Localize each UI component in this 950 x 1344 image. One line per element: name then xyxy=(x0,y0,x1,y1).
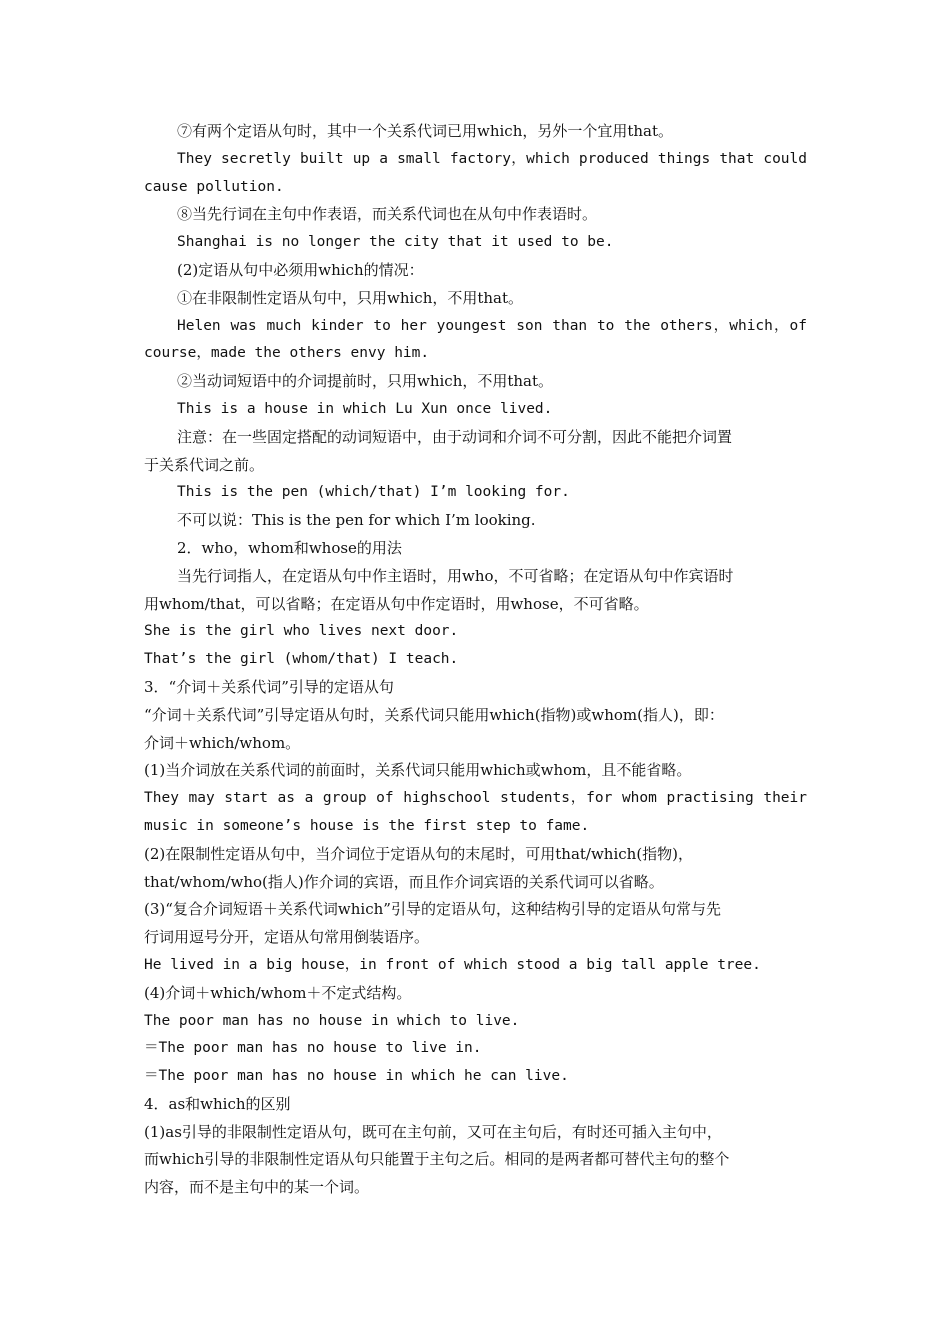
example-sentence: They may start as a group of highschool students，for whom practising their xyxy=(144,790,807,807)
text-line: that/whom/who(指人)作介词的宾语，而且作介词宾语的关系代词可以省略。 xyxy=(144,872,664,891)
example-sentence: She is the girl who lives next door. xyxy=(144,623,459,640)
example-sentence: That’s the girl (whom/that) I teach. xyxy=(144,651,459,668)
section-heading: 4．as和which的区别 xyxy=(144,1094,291,1113)
example-sentence: course，made the others envy him. xyxy=(144,345,430,362)
text-line: 而which引导的非限制性定语从句只能置于主句之后。相同的是两者都可替代主句的整个 xyxy=(144,1150,730,1169)
document-page xyxy=(144,118,807,1202)
example-sentence: ＝The poor man has no house in which he can live. xyxy=(144,1068,569,1085)
text-line: ①在非限制性定语从句中，只用which，不用that。 xyxy=(177,288,524,307)
text-line: 内容，而不是主句中的某一个词。 xyxy=(144,1178,370,1197)
text-line: 用whom/that，可以省略；在定语从句中作定语时，用whose，不可省略。 xyxy=(144,594,649,613)
text-line: ⑧当先行词在主句中作表语，而关系代词也在从句中作表语时。 xyxy=(177,205,598,224)
example-sentence: He lived in a big house，in front of which stood a big tall apple tree. xyxy=(144,956,761,973)
example-sentence: ＝The poor man has no house to live in. xyxy=(144,1040,482,1057)
text-line: (3)“复合介词短语＋关系代词which”引导的定语从句，这种结构引导的定语从句常与先 xyxy=(144,900,721,919)
text-line: (1)当介词放在关系代词的前面时，关系代词只能用which或whom，且不能省略。 xyxy=(144,761,692,780)
text-line: (2)在限制性定语从句中，当介词位于定语从句的末尾时，可用that/which(指物)， xyxy=(144,844,694,863)
example-sentence: music in someone’s house is the first step to fame. xyxy=(144,817,590,834)
section-heading: (2)定语从句中必须用which的情况： xyxy=(177,260,424,279)
text-line: 不可以说：This is the pen for which I’m looking. xyxy=(177,511,536,530)
text-line: ②当动词短语中的介词提前时，只用which，不用that。 xyxy=(177,372,554,391)
example-sentence: Helen was much kinder to her youngest son than to the others，which，of xyxy=(177,317,807,334)
text-line: 当先行词指人，在定语从句中作主语时，用who，不可省略；在定语从句中作宾语时 xyxy=(177,566,734,585)
text-line: ⑦有两个定语从句时，其中一个关系代词已用which，另外一个宜用that。 xyxy=(177,122,674,140)
example-sentence: This is a house in which Lu Xun once lived. xyxy=(177,400,553,417)
text-line: (1)as引导的非限制性定语从句，既可在主句前，又可在主句后，有时还可插入主句中， xyxy=(144,1122,722,1141)
example-sentence: They secretly built up a small factory，which produced things that could xyxy=(177,150,807,167)
section-heading: 2．who，whom和whose的用法 xyxy=(177,538,402,557)
text-line: (4)介词＋which/whom＋不定式结构。 xyxy=(144,983,412,1002)
note-line: 注意：在一些固定搭配的动词短语中，由于动词和介词不可分割，因此不能把介词置 xyxy=(177,427,733,446)
example-sentence: cause pollution. xyxy=(144,178,284,195)
text-line: “介词＋关系代词”引导定语从句时，关系代词只能用which(指物)或whom(指人)，即： xyxy=(144,705,724,724)
text-line: 介词＋which/whom。 xyxy=(144,733,301,752)
example-sentence: The poor man has no house in which to live. xyxy=(144,1012,520,1029)
example-sentence: Shanghai is no longer the city that it used to be. xyxy=(177,234,614,251)
note-line: 于关系代词之前。 xyxy=(144,455,265,474)
section-heading: 3．“介词＋关系代词”引导的定语从句 xyxy=(144,677,394,696)
text-line: 行词用逗号分开，定语从句常用倒装语序。 xyxy=(144,928,430,947)
example-sentence: This is the pen (which/that) I’m looking for. xyxy=(177,484,570,501)
